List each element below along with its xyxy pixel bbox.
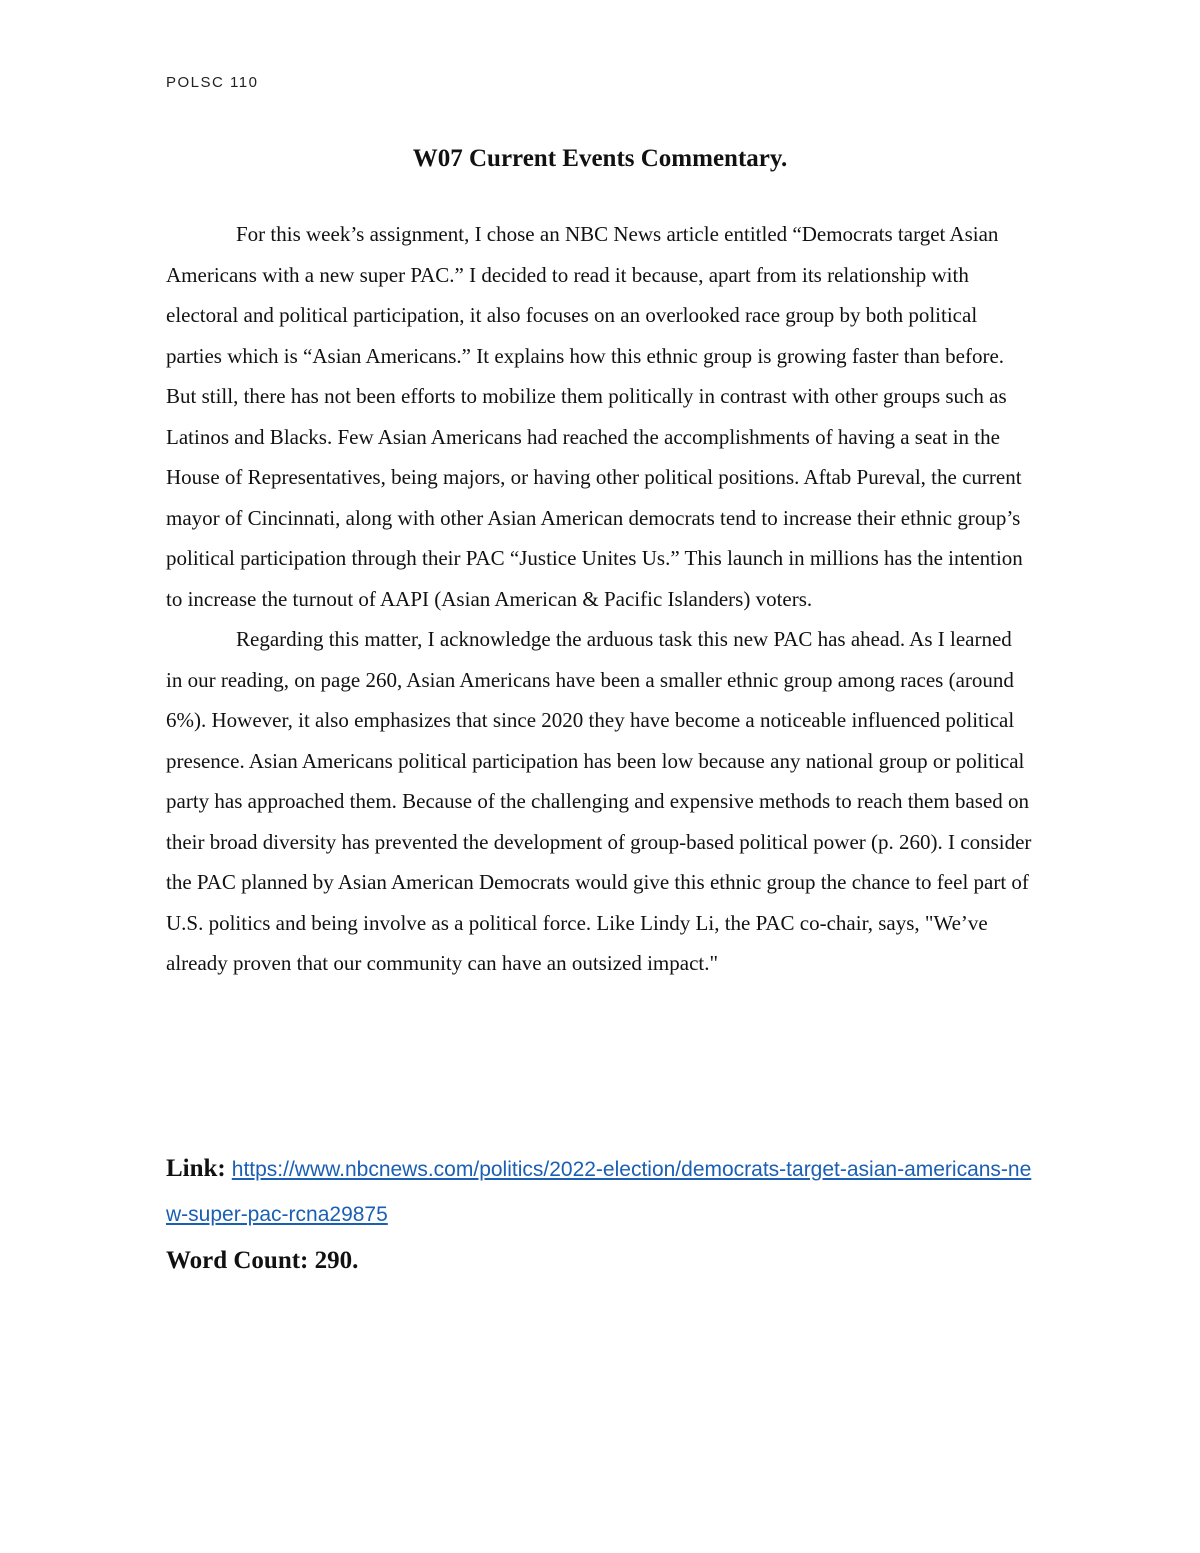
document-body: [166, 214, 1032, 984]
paragraph-1: For this week’s assignment, I chose an NBC News article entitled “Democrats target Asian Americans with a new super PAC.” I decided to read it because, apart from its relationship with electoral and political participation, it also focuses on an overlooked race group by both political parties which is “Asian Americans.” It explains how this ethnic group is growing faster than before. But still, there has not been efforts to mobilize them politically in contrast with other groups such as Latinos and Blacks. Few Asian Americans had reached the accomplishments of having a seat in the House of Representatives, being majors, or having other political positions. Aftab Pureval, the current mayor of Cincinnati, along with other Asian American democrats tend to increase their ethnic group’s political participation through their PAC “Justice Unites Us.” This launch in millions has the intention to increase the turnout of AAPI (Asian American & Pacific Islanders) voters.: [166, 222, 1023, 611]
link-label: Link:: [166, 1155, 226, 1182]
course-header: POLSC 110: [166, 74, 259, 91]
document-title: W07 Current Events Commentary.: [412, 145, 788, 172]
link-block: [166, 1146, 1032, 1237]
paragraph-2: Regarding this matter, I acknowledge the arduous task this new PAC has ahead. As I learned in our reading, on page 260, Asian Americans have been a smaller ethnic group among races (around 6%). However, it also emphasizes that since 2020 they have become a noticeable influenced political presence. Asian Americans political participation has been low because any national group or political party has approached them. Because of the challenging and expensive methods to reach them based on their broad diversity has prevented the development of group-based political power (p. 260). I consider the PAC planned by Asian American Democrats would give this ethnic group the chance to feel part of U.S. politics and being involve as a political force. Like Lindy Li, the PAC co-chair, says, "We’ve already proven that our community can have an outsized impact.": [166, 627, 1032, 975]
article-link[interactable]: https://www.nbcnews.com/politics/2022-election/democrats-target-asian-americans-new-super-pac-rcna29875: [166, 1158, 1032, 1226]
word-count: Word Count: 290.: [166, 1247, 359, 1274]
